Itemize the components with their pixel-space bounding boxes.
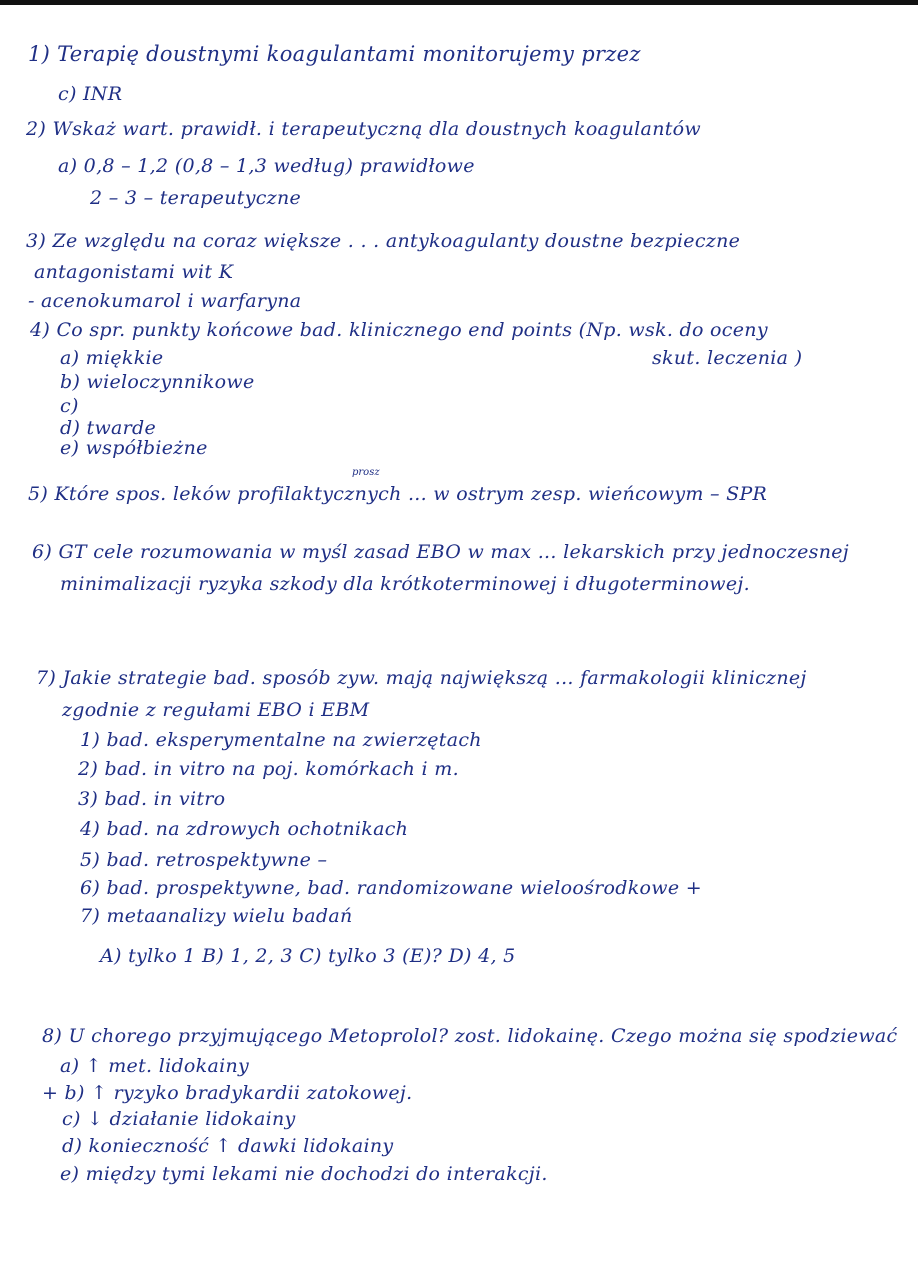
q3-question: 3) Ze względu na coraz większe . . . antykoagulanty doustne bezpieczne [26,230,741,252]
q8-option-b: + b) ↑ ryzyko bradykardii zatokowej. [42,1082,413,1104]
q3-line2: antagonistami wit K [34,261,234,283]
q3-line3: - acenokumarol i warfaryna [28,290,302,312]
q7-item-5: 5) bad. retrospektywne – [80,849,328,871]
handwritten-page [0,5,918,1263]
q4-question-cont: skut. leczenia ) [652,347,803,369]
q4-option-e: e) współbieżne [60,437,208,459]
q8-option-e: e) między tymi lekami nie dochodzi do interakcji. [60,1163,548,1185]
q4-option-a: a) miękkie [60,347,164,369]
q7-question: 7) Jakie strategie bad. sposób zyw. mają największą ... farmakologii klinicznej [36,667,807,689]
q6-question: 6) GT cele rozumowania w myśl zasad EBO w max ... lekarskich przy jednoczesnej [32,541,849,563]
q1-question: 1) Terapię doustnymi koagulantami monitorujemy przez [28,42,641,66]
q8-option-a: a) ↑ met. lidokainy [60,1055,250,1077]
q6-line2: minimalizacji ryzyka szkody dla krótkoterminowej i długoterminowej. [60,573,750,595]
q7-item-6: 6) bad. prospektywne, bad. randomizowane wieloośrodkowe + [80,877,702,899]
q7-answer-options: A) tylko 1 B) 1, 2, 3 C) tylko 3 (E)? D) 4, 5 [100,945,516,967]
q7-item-4: 4) bad. na zdrowych ochotnikach [80,818,409,840]
q4-question: 4) Co spr. punkty końcowe bad. klinicznego end points (Np. wsk. do oceny [30,319,768,341]
q4-option-c: c) [60,395,79,417]
q7-item-3: 3) bad. in vitro [78,788,226,810]
q7-item-7: 7) metaanalizy wielu badań [80,905,353,927]
q5-superscript: prosz [352,467,380,478]
q4-option-b: b) wieloczynnikowe [60,371,255,393]
q2-answer-therapeutic: 2 – 3 – terapeutyczne [90,187,302,209]
q7-item-2: 2) bad. in vitro na poj. komórkach i m. [78,758,459,780]
q2-question: 2) Wskaż wart. prawidł. i terapeutyczną dla doustnych koagulantów [26,118,701,140]
q1-answer: c) INR [58,83,123,105]
q4-option-d: d) twarde [60,417,157,439]
q7-line2: zgodnie z regułami EBO i EBM [62,699,370,721]
q7-item-1: 1) bad. eksperymentalne na zwierzętach [80,729,482,751]
q8-question: 8) U chorego przyjmującego Metoprolol? zost. lidokainę. Czego można się spodziewać [42,1025,898,1047]
q8-option-c: c) ↓ działanie lidokainy [62,1108,296,1130]
q8-option-d: d) konieczność ↑ dawki lidokainy [62,1135,394,1157]
q5-question: 5) Które spos. leków profilaktycznych ... w ostrym zesp. wieńcowym – SPR [28,483,768,505]
q2-answer-a: a) 0,8 – 1,2 (0,8 – 1,3 według) prawidłowe [58,155,475,177]
